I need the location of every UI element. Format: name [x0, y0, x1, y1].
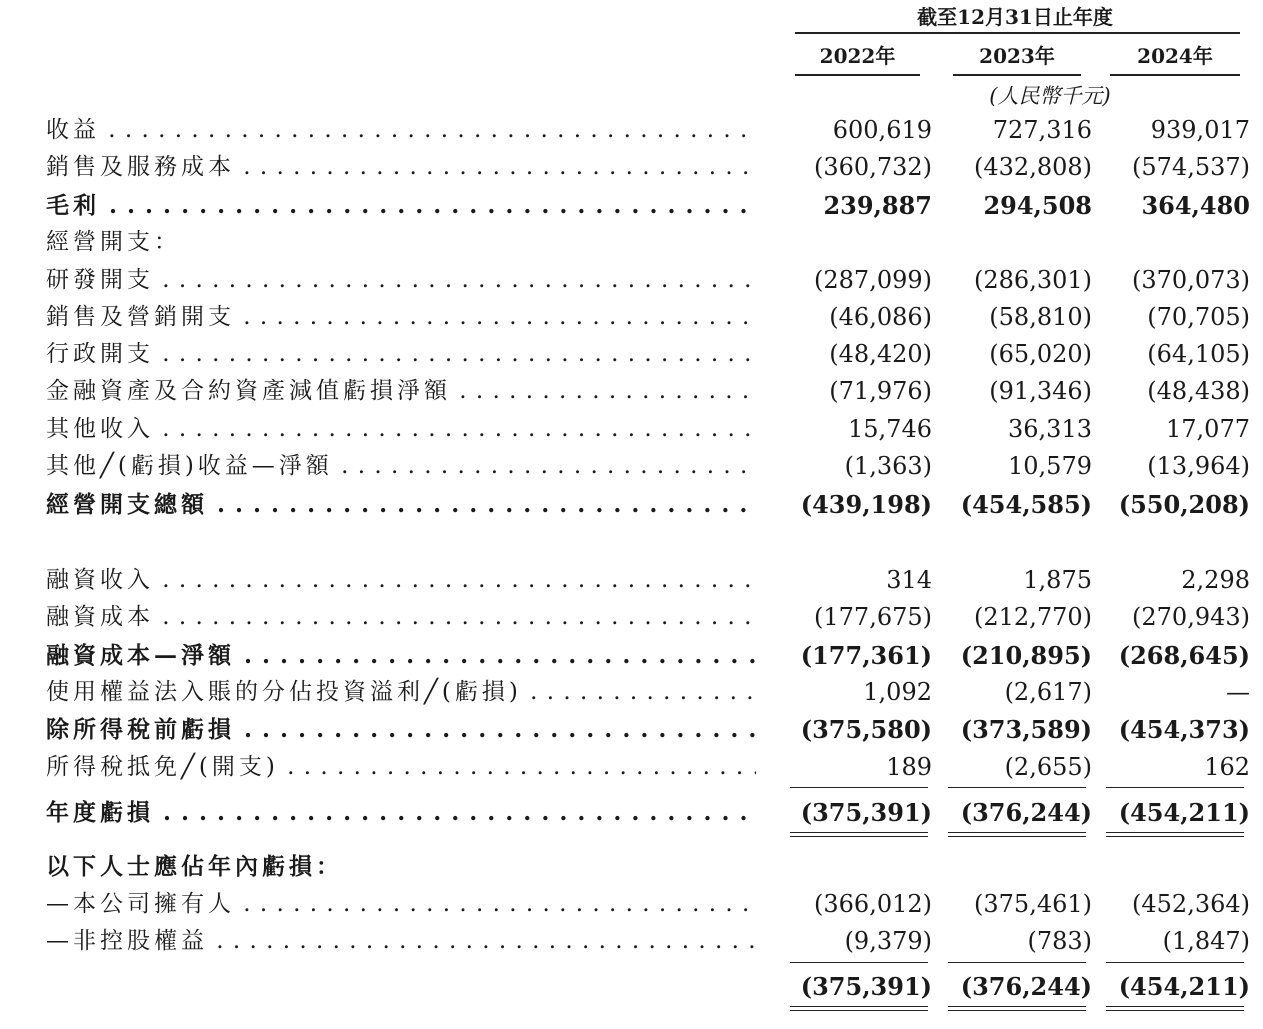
value-2024: (1,847) — [1162, 927, 1250, 955]
value-2024: 364,480 — [1141, 191, 1250, 220]
row-label: 融資成本 . . . — [46, 599, 756, 636]
year-2023-header: 2023年 — [979, 44, 1055, 68]
row-total-operating-expenses — [0, 486, 1263, 523]
year-2024-header: 2024年 — [1137, 44, 1213, 68]
value-2023: (2,617) — [1004, 678, 1092, 706]
year-2023-rule — [953, 74, 1081, 76]
value-2023: (454,585) — [960, 490, 1092, 519]
value-2022: (439,198) — [800, 490, 932, 519]
value-2022: (9,379) — [844, 927, 932, 955]
row-label: 其他╱(虧損)收益—淨額 . . . — [46, 448, 756, 485]
row-selling-expenses — [0, 299, 1263, 336]
row-gross-profit — [0, 187, 1263, 224]
value-2023: (432,808) — [974, 153, 1092, 181]
row-revenue — [0, 112, 1263, 149]
value-2022: (48,420) — [829, 340, 932, 368]
value-2022: 600,619 — [832, 116, 932, 144]
value-2024: (70,705) — [1147, 303, 1250, 331]
value-2024: (268,645) — [1118, 641, 1250, 670]
value-2024: (452,364) — [1132, 890, 1250, 918]
row-impairment-losses — [0, 373, 1263, 410]
value-2023: 10,579 — [1008, 452, 1092, 480]
value-2024: (270,943) — [1132, 603, 1250, 631]
row-cost-of-sales — [0, 149, 1263, 186]
value-2023: (375,461) — [974, 890, 1092, 918]
value-2024: (454,211) — [1118, 972, 1250, 1001]
row-label: 銷售及營銷開支 . . . — [46, 299, 756, 336]
row-label: 以下人士應佔年內虧損： — [46, 853, 343, 880]
value-2022: 189 — [886, 753, 932, 781]
row-label: 毛利 . . . — [46, 187, 756, 224]
subtotal-rule-2023 — [948, 787, 1086, 788]
subtotal-rule-2024 — [1106, 962, 1244, 963]
subtotal-rule-2024 — [1106, 787, 1244, 788]
row-label: 使用權益法入賬的分佔投資溢利╱(虧損) . . . — [46, 674, 756, 711]
double-rule-2022 — [790, 832, 928, 837]
value-2023: (65,020) — [989, 340, 1092, 368]
value-2023: (91,346) — [989, 377, 1092, 405]
row-attributable-total — [0, 968, 1263, 1005]
row-owners-of-company — [0, 886, 1263, 923]
value-2023: (2,655) — [1004, 753, 1092, 781]
double-rule-2024 — [1106, 1006, 1244, 1011]
value-2024: (454,373) — [1118, 715, 1250, 744]
row-label: —本公司擁有人 . . . — [46, 886, 756, 923]
value-2023: 1,875 — [1023, 566, 1092, 594]
header-rule — [795, 32, 1240, 34]
row-operating-expenses-heading — [0, 224, 1263, 261]
double-rule-2023 — [948, 1006, 1086, 1011]
row-label: 所得稅抵免╱(開支) . . . — [46, 749, 756, 786]
row-admin-expenses — [0, 336, 1263, 373]
row-attributable-heading — [0, 848, 1263, 885]
row-label: 其他收入 . . . — [46, 411, 756, 448]
year-2022-rule — [795, 74, 920, 76]
subtotal-rule-2023 — [948, 962, 1086, 963]
row-label: 融資成本—淨額 . . . — [46, 637, 756, 674]
value-2023: (373,589) — [960, 715, 1092, 744]
row-non-controlling-interests — [0, 923, 1263, 960]
row-label: 研發開支 . . . — [46, 262, 756, 299]
value-2022: (375,391) — [800, 972, 932, 1001]
row-label: 金融資產及合約資產減值虧損淨額 . . . — [46, 373, 756, 410]
row-label: 收益 . . . — [46, 112, 756, 149]
row-label: 銷售及服務成本 . . . — [46, 149, 756, 186]
value-2022: (375,580) — [800, 715, 932, 744]
value-2022: 239,887 — [823, 191, 932, 220]
row-net-finance-costs — [0, 637, 1263, 674]
row-rnd-expenses — [0, 262, 1263, 299]
value-2022: (1,363) — [844, 452, 932, 480]
value-2022: (71,976) — [829, 377, 932, 405]
row-label: 經營開支： — [46, 229, 181, 255]
row-income-tax — [0, 749, 1263, 786]
unit-label: (人民幣千元) — [989, 84, 1111, 108]
value-2024: (454,211) — [1118, 798, 1250, 827]
value-2022: (177,675) — [814, 603, 932, 631]
value-2023: (212,770) — [974, 603, 1092, 631]
value-2023: (783) — [1027, 927, 1092, 955]
row-label: 行政開支 . . . — [46, 336, 756, 373]
subtotal-rule-2022 — [790, 787, 928, 788]
row-finance-income — [0, 562, 1263, 599]
row-label: 融資收入 . . . — [46, 562, 756, 599]
row-other-income — [0, 411, 1263, 448]
value-2023: (210,895) — [960, 641, 1092, 670]
value-2022: 314 — [886, 566, 932, 594]
value-2023: (376,244) — [960, 798, 1092, 827]
row-label: 年度虧損 . . . — [46, 794, 756, 831]
value-2024: 939,017 — [1150, 116, 1250, 144]
value-2024: (48,438) — [1147, 377, 1250, 405]
value-2023: (376,244) — [960, 972, 1092, 1001]
value-2023: (58,810) — [989, 303, 1092, 331]
row-loss-for-year — [0, 794, 1263, 831]
value-2024: (550,208) — [1118, 490, 1250, 519]
value-2023: 294,508 — [983, 191, 1092, 220]
subtotal-rule-2022 — [790, 962, 928, 963]
value-2022: (375,391) — [800, 798, 932, 827]
row-share-of-investment-results — [0, 674, 1263, 711]
value-2022: (287,099) — [814, 266, 932, 294]
row-finance-costs — [0, 599, 1263, 636]
year-2024-rule — [1110, 74, 1240, 76]
value-2022: (46,086) — [829, 303, 932, 331]
value-2024: 2,298 — [1181, 566, 1250, 594]
value-2024: (370,073) — [1132, 266, 1250, 294]
value-2022: (366,012) — [814, 890, 932, 918]
value-2022: 1,092 — [863, 678, 932, 706]
row-label: 除所得稅前虧損 . . . — [46, 711, 756, 748]
double-rule-2024 — [1106, 832, 1244, 837]
value-2024: — — [1226, 678, 1250, 706]
value-2022: (177,361) — [800, 641, 932, 670]
value-2023: (286,301) — [974, 266, 1092, 294]
value-2024: 162 — [1204, 753, 1250, 781]
value-2023: 36,313 — [1008, 415, 1092, 443]
row-label: —非控股權益 . . . — [46, 923, 756, 960]
value-2024: (64,105) — [1147, 340, 1250, 368]
value-2023: 727,316 — [992, 116, 1092, 144]
value-2024: (13,964) — [1147, 452, 1250, 480]
period-header: 截至12月31日止年度 — [917, 5, 1113, 29]
value-2022: (360,732) — [814, 153, 932, 181]
row-other-gains-losses — [0, 448, 1263, 485]
value-2024: (574,537) — [1132, 153, 1250, 181]
year-2022-header: 2022年 — [819, 44, 896, 68]
row-loss-before-tax — [0, 711, 1263, 748]
value-2022: 15,746 — [848, 415, 932, 443]
row-label: 經營開支總額 . . . — [46, 486, 756, 523]
double-rule-2023 — [948, 832, 1086, 837]
value-2024: 17,077 — [1166, 415, 1250, 443]
double-rule-2022 — [790, 1006, 928, 1011]
